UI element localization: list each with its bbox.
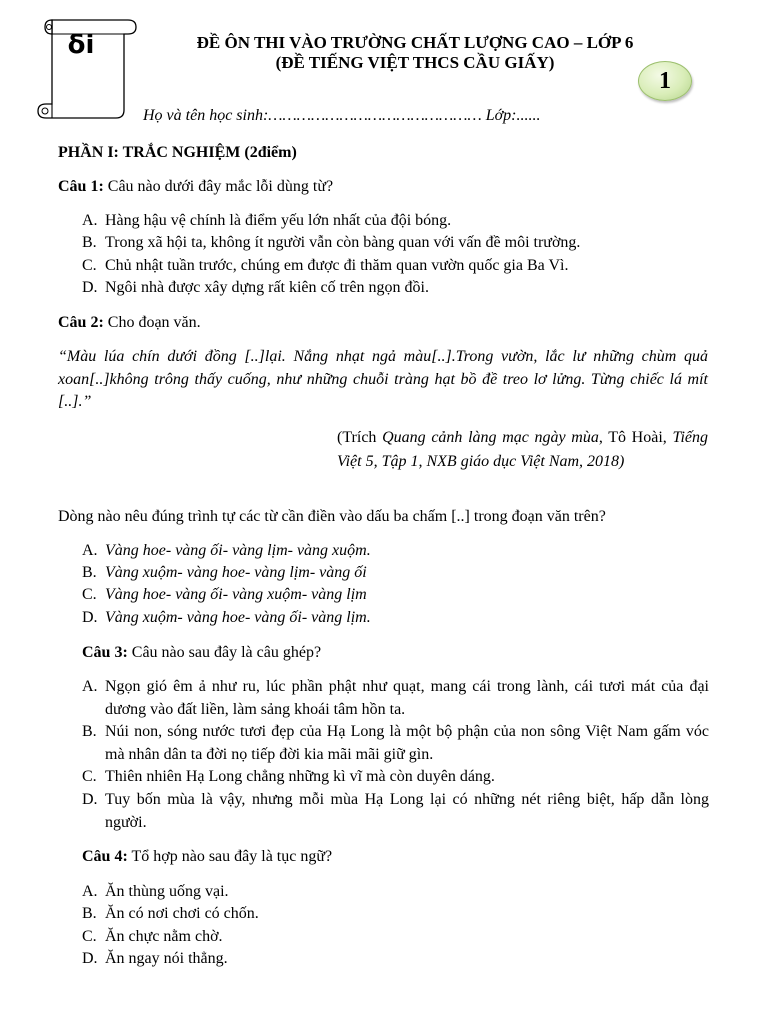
question-text: Tổ hợp nào sau đây là tục ngữ? [127,848,333,865]
option-text: Ăn có nơi chơi có chốn. [105,905,259,922]
option-d[interactable] [82,607,709,630]
option-letter: B. [82,905,97,922]
option-text: Ngọn gió êm ả như ru, lúc phần phật như quạt, mang cái trong lành, cái tươi mát của đại dương vào đất liền, làm sảng khoái tâm hồn ta. [105,678,709,718]
question-2 [58,312,201,334]
option-a[interactable] [82,210,709,233]
option-letter: B. [82,564,97,581]
option-b[interactable] [82,721,709,766]
option-a[interactable] [82,540,709,563]
option-letter: C. [82,928,97,945]
option-c[interactable] [82,766,709,789]
option-text: Vàng xuộm- vàng hoe- vàng ối- vàng lịm. [105,609,371,626]
option-letter: A. [82,212,98,229]
page-number-badge: 1 [638,61,692,101]
option-letter: D. [82,609,98,626]
option-letter: B. [82,234,97,251]
option-b[interactable] [82,562,709,585]
option-letter: A. [82,542,98,559]
option-d[interactable] [82,789,709,834]
option-c[interactable] [82,255,709,278]
option-letter: C. [82,257,97,274]
option-text: Ăn chực nằm chờ. [105,928,223,945]
option-a[interactable] [82,881,709,904]
option-text: Ăn ngay nói thẳng. [105,950,228,967]
option-text: Ăn thùng uống vại. [105,883,229,900]
option-text: Núi non, sóng nước tươi đẹp của Hạ Long là một bộ phận của non sông Việt Nam gấm vóc mà nhân dân ta đời nọ tiếp đời kia mãi mãi giữ gìn. [105,723,709,763]
option-letter: C. [82,586,97,603]
option-text: Trong xã hội ta, không ít người vẫn còn bàng quan với vấn đề môi trường. [105,234,581,251]
option-d[interactable] [82,277,709,300]
option-a[interactable] [82,676,709,721]
option-text: Hàng hậu vệ chính là điểm yếu lớn nhất của đội bóng. [105,212,452,229]
question-text: Câu nào sau đây là câu ghép? [127,644,322,661]
option-text: Vàng hoe- vàng ối- vàng lịm- vàng xuộm. [105,542,371,559]
option-letter: C. [82,768,97,785]
question-text: Cho đoạn văn. [103,314,201,331]
option-d[interactable] [82,948,709,971]
question-label: Câu 2: [58,314,104,331]
option-letter: A. [82,883,98,900]
question-2-prompt: Dòng nào nêu đúng trình tự các từ cần điền vào dấu ba chấm [..] trong đoạn văn trên? [58,508,606,525]
option-letter: A. [82,678,98,695]
passage-citation [337,426,708,473]
citation-prefix: (Trích [337,429,383,446]
option-letter: D. [82,791,98,808]
option-text: Thiên nhiên Hạ Long chẳng những kì vĩ mà còn duyên dáng. [105,768,495,785]
student-info-line: Họ và tên học sinh:……………………………………… Lớp:...... [143,107,541,124]
option-text: Ngôi nhà được xây dựng rất kiên cố trên ngọn đồi. [105,279,429,296]
question-4 [82,846,332,868]
question-text: Câu nào dưới đây mắc lỗi dùng từ? [103,178,334,195]
question-label: Câu 4: [82,848,128,865]
option-letter: D. [82,279,98,296]
document-title: ĐỀ ÔN THI VÀO TRƯỜNG CHẤT LƯỢNG CAO – LỚP 6 [196,33,634,52]
option-letter: D. [82,950,98,967]
document-subtitle: (ĐỀ TIẾNG VIỆT THCS CẦU GIẤY) [275,53,555,72]
option-b[interactable] [82,903,709,926]
question-3 [82,642,321,664]
option-text: Vàng xuộm- vàng hoe- vàng lịm- vàng ối [105,564,367,581]
citation-title: Quang cảnh làng mạc ngày mùa [382,429,599,446]
option-text: Tuy bốn mùa là vậy, nhưng mỗi mùa Hạ Long lại có những nét riêng biệt, hấp dẫn lòng người. [105,791,709,831]
quoted-passage: “Màu lúa chín dưới đồng [..]lại. Nắng nhạt ngả màu[..].Trong vườn, lắc lư những chùm quả xoan[..]không trông thấy cuống, như những chuỗi tràng hạt bồ đề treo lơ lửng. Từng chiếc lá mít [..].” [58,348,708,410]
option-letter: B. [82,723,97,740]
option-c[interactable] [82,584,709,607]
question-label: Câu 1: [58,178,104,195]
option-text: Vàng hoe- vàng ối- vàng xuộm- vàng lịm [105,586,367,603]
citation-source: Tiếng Việt 5, Tập 1, NXB giáo dục Việt Nam, 2018) [337,429,708,470]
section-heading: PHẦN I: TRẮC NGHIỆM (2điểm) [58,144,297,161]
option-text: Chủ nhật tuần trước, chúng em được đi thăm quan vườn quốc gia Ba Vì. [105,257,569,274]
option-c[interactable] [82,926,709,949]
question-1 [58,176,333,198]
citation-author: , Tô Hoài, [598,429,673,446]
logo-text: δi [67,30,95,60]
option-b[interactable] [82,232,709,255]
question-label: Câu 3: [82,644,128,661]
